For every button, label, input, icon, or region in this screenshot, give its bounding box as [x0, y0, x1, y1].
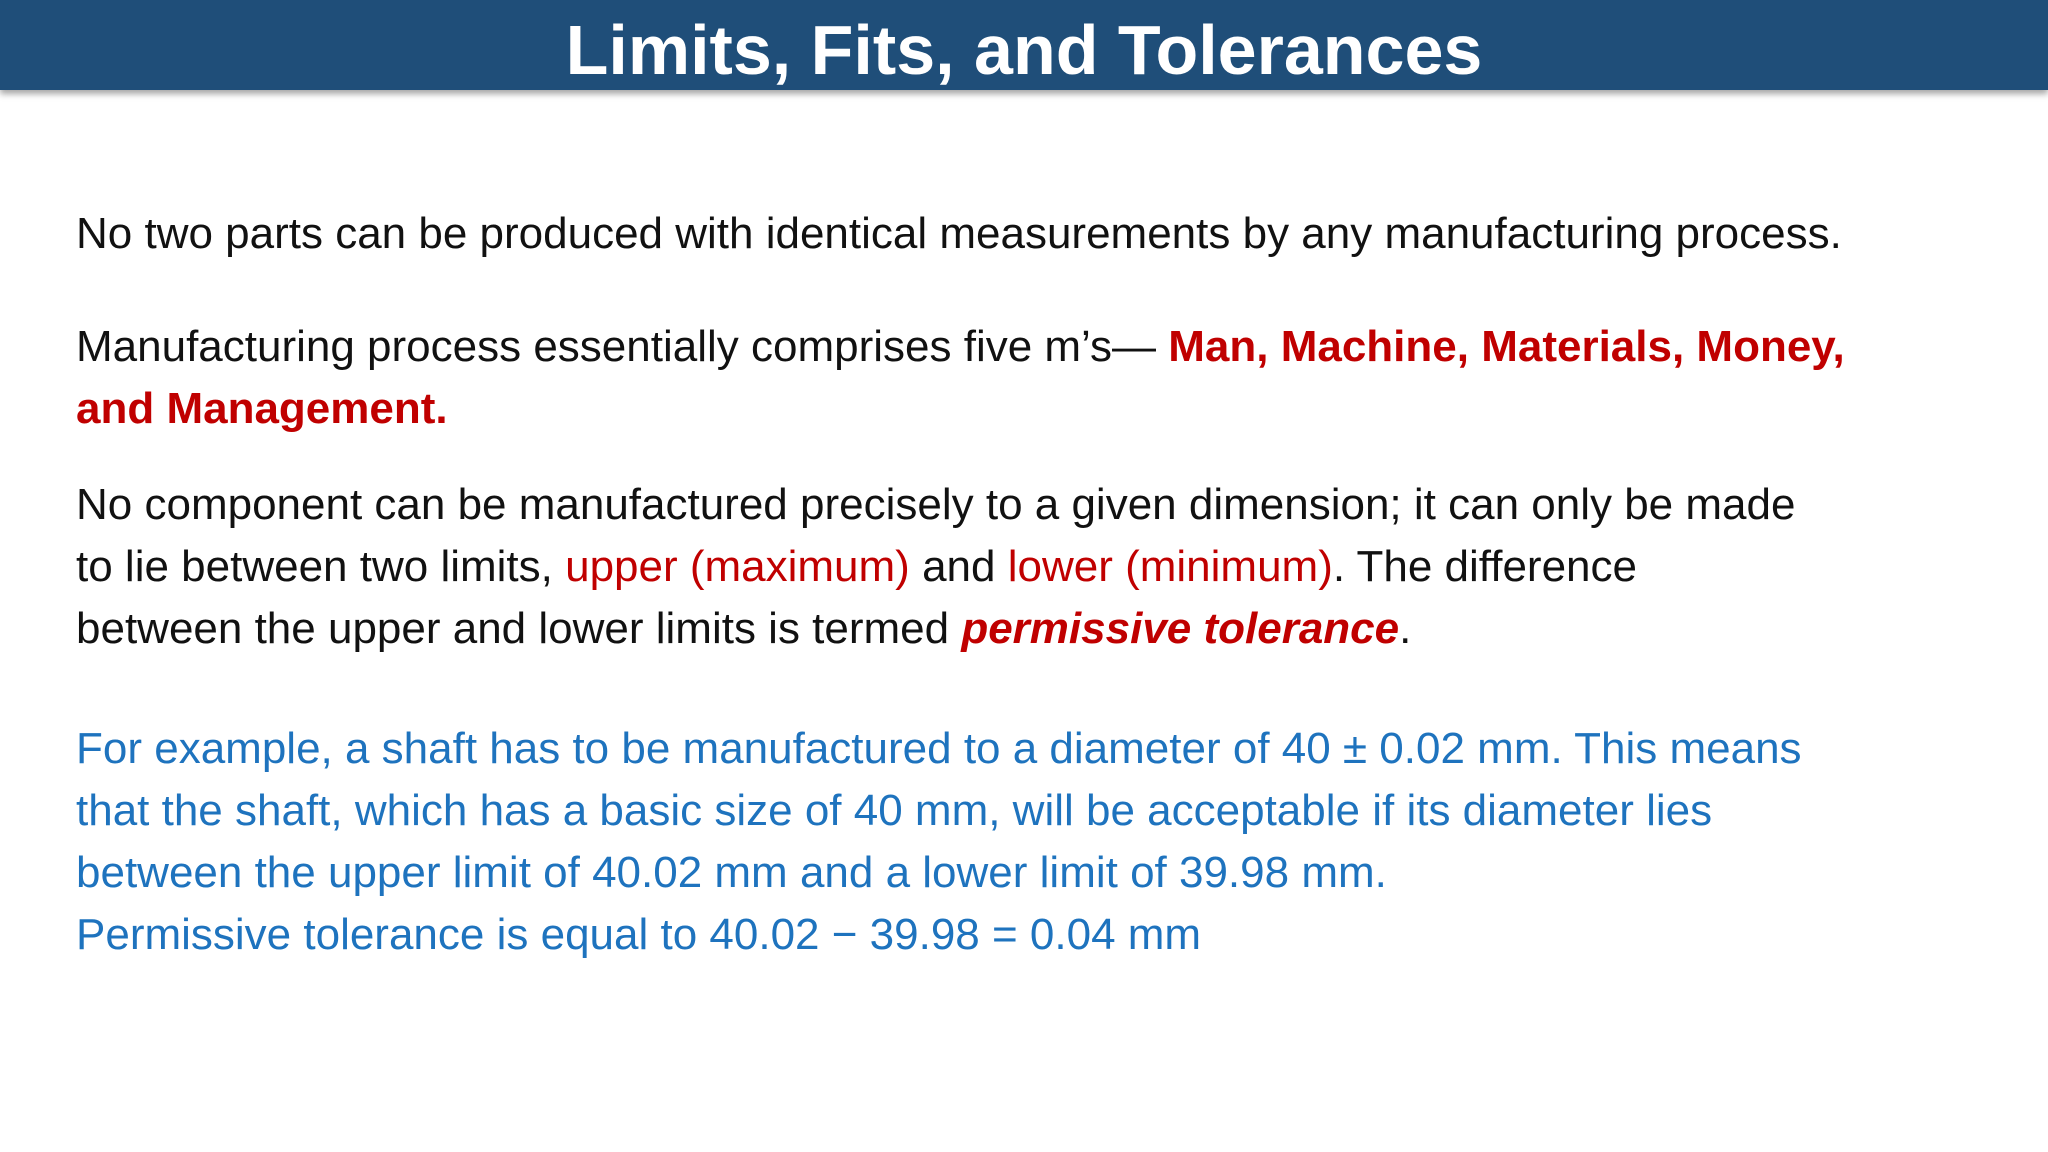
limits-paragraph — [76, 474, 2006, 660]
example-line4: Permissive tolerance is equal to 40.02 − 39.98 = 0.04 mm — [76, 910, 1202, 959]
example-line3: between the upper limit of 40.02 mm and a lower limit of 39.98 mm. — [76, 848, 1387, 897]
limits-line2-end: . The difference — [1332, 542, 1637, 591]
lower-limit-term: lower (minimum) — [1007, 542, 1333, 591]
statement-identical-parts — [76, 203, 2006, 265]
five-ms-intro: Manufacturing process essentially comprises five m’s— — [76, 322, 1169, 371]
five-ms-list-line2: and Management. — [76, 384, 448, 433]
limits-line3-start: between the upper and lower limits is termed — [76, 604, 962, 653]
five-ms-paragraph — [76, 316, 2006, 440]
example-paragraph — [76, 718, 2006, 966]
upper-limit-term: upper (maximum) — [565, 542, 910, 591]
limits-line2-start: to lie between two limits, — [76, 542, 566, 591]
five-ms-list-line1: Man, Machine, Materials, Money, — [1168, 322, 1845, 371]
limits-and: and — [909, 542, 1008, 591]
statement-identical-parts-text: No two parts can be produced with identical measurements by any manufacturing process. — [76, 209, 1842, 258]
limits-line1: No component can be manufactured precisely to a given dimension; it can only be made — [76, 480, 1796, 529]
slide-title: Limits, Fits, and Tolerances — [565, 11, 1483, 89]
example-line2: that the shaft, which has a basic size of 40 mm, will be acceptable if its diameter lies — [76, 786, 1713, 835]
permissive-tolerance-term: permissive tolerance — [961, 604, 1400, 653]
example-line1: For example, a shaft has to be manufactured to a diameter of 40 ± 0.02 mm. This means — [76, 724, 1802, 773]
limits-line3-end: . — [1399, 604, 1412, 653]
